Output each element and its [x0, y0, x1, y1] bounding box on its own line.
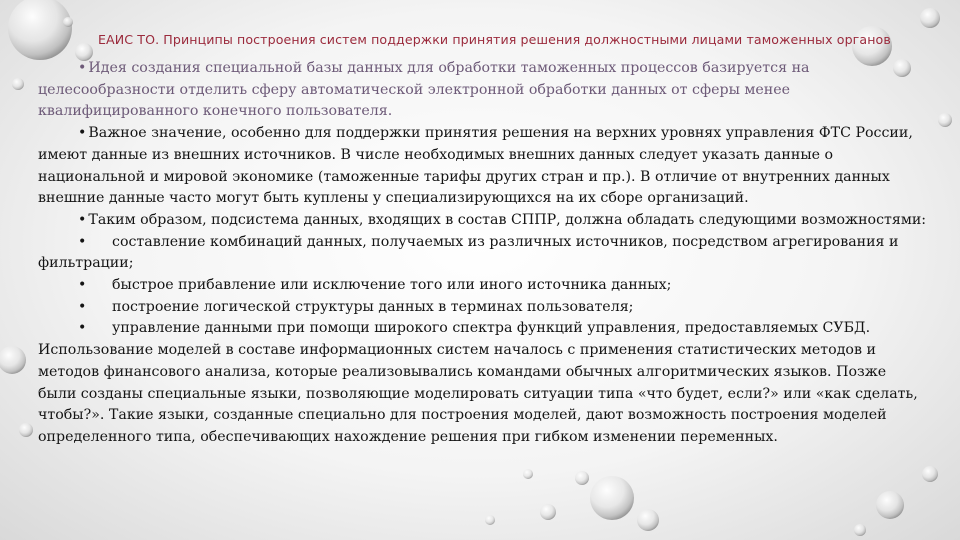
list-item-text: быстрое прибавление или исключение того или иного источника данных;	[112, 277, 672, 294]
drop-cluster-left	[0, 346, 33, 437]
list-item-text: построение логической структуры данных в терминах пользователя;	[112, 298, 634, 315]
bullet-marker: •	[78, 277, 87, 294]
paragraph-models: Использование моделей в составе информационных систем началось с применения статистических методов и методов финансового анализа, которые реализовывались командами обычных алгоритмических языков. Позже были созданы специальные языки, позволяющие моделировать ситуации типа «что будет, если?» или «как сделать, чтобы?». Такие языки, созданные специально для построения моделей, дают возможность построения моделей определенного типа, обеспечивающих нахождение решения при гибком изменении переменных.	[38, 342, 918, 445]
list-item-text: составление комбинаций данных, получаемых из различных источников, посредством агрегирования и фильтрации;	[38, 233, 899, 272]
paragraph-text: Таким образом, подсистема данных, входящих в состав СППР, должна обладать следующими возможностями:	[88, 211, 927, 228]
list-item	[38, 297, 928, 319]
list-item-text: управление данными при помощи широкого спектра функций управления, предоставляемых СУБД.	[112, 320, 871, 337]
bullet-marker: •	[78, 320, 87, 337]
slide-body	[38, 58, 928, 449]
list-item	[38, 232, 928, 275]
paragraph-capabilities	[38, 210, 928, 232]
paragraph-text: Важное значение, особенно для поддержки принятия решения на верхних уровнях управления ФТС России, имеют данные из внешних источников. В числе необходимых внешних данных следует указать данные о национальной и мировой экономике (таможенные тарифы других стран и пр.). В отличие от внутренних данных внешние данные часто могут быть куплены у специализирующихся на их сборе организаций.	[38, 125, 913, 207]
paragraph-text: Идея создания специальной базы данных для обработки таможенных процессов базируется на целесообразности отделить сферу автоматической электронной обработки данных от сферы менее квалифицированного конечного пользователя.	[38, 60, 810, 120]
bullet-marker: •	[78, 233, 87, 250]
paragraph-intro	[38, 58, 928, 123]
bullet-marker: •	[78, 60, 87, 76]
drop-cluster-bottom	[485, 466, 938, 536]
paragraph-external-data	[38, 123, 928, 210]
slide-title: ЕАИС ТО. Принципы построения систем поддержки принятия решения должностными лицами таможенных органов	[98, 32, 891, 47]
list-item	[38, 318, 928, 340]
bullet-marker: •	[78, 298, 87, 315]
list-item	[38, 275, 928, 297]
bullet-marker: •	[78, 125, 87, 142]
bullet-marker: •	[78, 211, 87, 228]
